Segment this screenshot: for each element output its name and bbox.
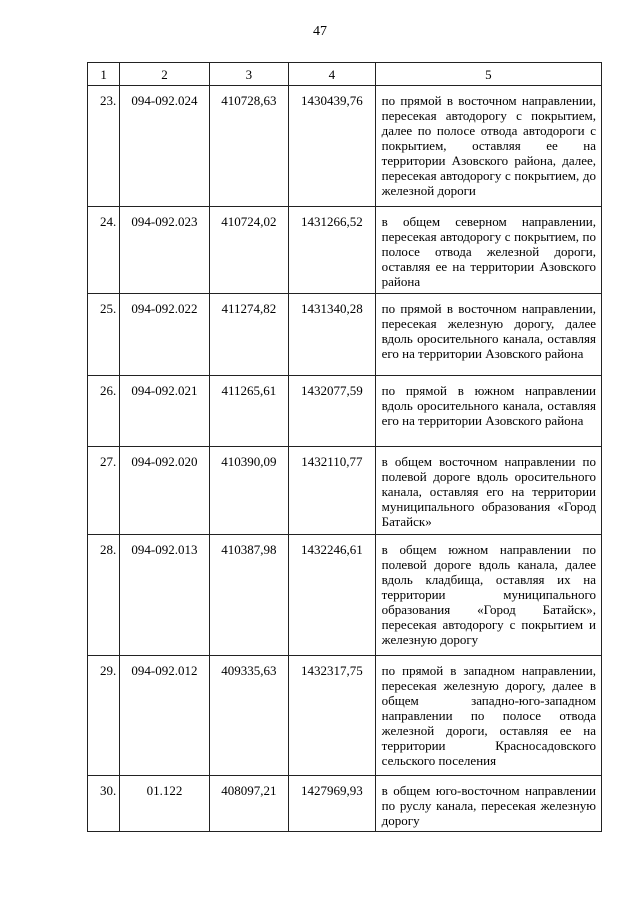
row-number: 30.	[88, 776, 120, 832]
table-row	[88, 776, 602, 832]
table-header-row	[88, 63, 602, 86]
page-number: 47	[313, 24, 327, 39]
table-row	[88, 207, 602, 294]
row-number: 24.	[88, 207, 120, 294]
point-id: 01.122	[120, 776, 210, 832]
point-id: 094-092.012	[120, 656, 210, 776]
point-id: 094-092.024	[120, 86, 210, 207]
coord-x: 410387,98	[209, 535, 288, 656]
coord-x: 408097,21	[209, 776, 288, 832]
coord-y: 1430439,76	[289, 86, 376, 207]
row-number: 28.	[88, 535, 120, 656]
table-row	[88, 656, 602, 776]
coord-y: 1432317,75	[289, 656, 376, 776]
point-id: 094-092.021	[120, 376, 210, 447]
table-row	[88, 535, 602, 656]
boundary-description: по прямой в восточном направлении, пересекая автодорогу с покрытием, далее по полосе отвода автодороги с покрытием, оставляя ее на территории Азовского района, далее, пересекая автодорогу с покрытием, до железной дороги	[375, 86, 601, 207]
table-row	[88, 376, 602, 447]
point-id: 094-092.020	[120, 447, 210, 535]
column-header-5: 5	[375, 63, 601, 86]
coord-x: 409335,63	[209, 656, 288, 776]
boundary-description: в общем северном направлении, пересекая автодорогу с покрытием, по полосе отвода железной дороги, оставляя ее на территории Азовского района	[375, 207, 601, 294]
boundary-description: в общем южном направлении по полевой дороге вдоль канала, далее вдоль кладбища, оставляя их на территории муниципального образования «Город Батайск», пересекая автодорогу с покрытием и железную дорогу	[375, 535, 601, 656]
row-number: 26.	[88, 376, 120, 447]
coord-y: 1431266,52	[289, 207, 376, 294]
coord-y: 1431340,28	[289, 294, 376, 376]
table-header	[88, 63, 602, 86]
boundary-description: по прямой в южном направлении вдоль оросительного канала, оставляя его на территории Азовского района	[375, 376, 601, 447]
column-header-3: 3	[209, 63, 288, 86]
boundary-description: в общем восточном направлении по полевой дороге вдоль оросительного канала, оставляя его на территории муниципального образования «Город Батайск»	[375, 447, 601, 535]
row-number: 27.	[88, 447, 120, 535]
boundary-description: по прямой в восточном направлении, пересекая железную дорогу, далее вдоль оросительного канала, оставляя его на территории Азовского района	[375, 294, 601, 376]
table-body	[88, 86, 602, 832]
coord-y: 1432077,59	[289, 376, 376, 447]
table-row	[88, 86, 602, 207]
boundary-description: в общем юго-восточном направлении по руслу канала, пересекая железную дорогу	[375, 776, 601, 832]
coord-x: 410390,09	[209, 447, 288, 535]
boundary-description: по прямой в западном направлении, пересекая железную дорогу, далее в общем западно-юго-западном направлении по полосе отвода железной дороги, оставляя ее на территории Красносадовского сельского поселения	[375, 656, 601, 776]
boundary-points-table	[87, 62, 602, 832]
point-id: 094-092.013	[120, 535, 210, 656]
coord-x: 411274,82	[209, 294, 288, 376]
coord-y: 1432246,61	[289, 535, 376, 656]
coord-y: 1432110,77	[289, 447, 376, 535]
row-number: 23.	[88, 86, 120, 207]
point-id: 094-092.023	[120, 207, 210, 294]
column-header-4: 4	[289, 63, 376, 86]
point-id: 094-092.022	[120, 294, 210, 376]
coord-x: 410724,02	[209, 207, 288, 294]
table-row	[88, 294, 602, 376]
column-header-1: 1	[88, 63, 120, 86]
coord-y: 1427969,93	[289, 776, 376, 832]
table-row	[88, 447, 602, 535]
coord-x: 410728,63	[209, 86, 288, 207]
row-number: 29.	[88, 656, 120, 776]
column-header-2: 2	[120, 63, 210, 86]
coord-x: 411265,61	[209, 376, 288, 447]
row-number: 25.	[88, 294, 120, 376]
